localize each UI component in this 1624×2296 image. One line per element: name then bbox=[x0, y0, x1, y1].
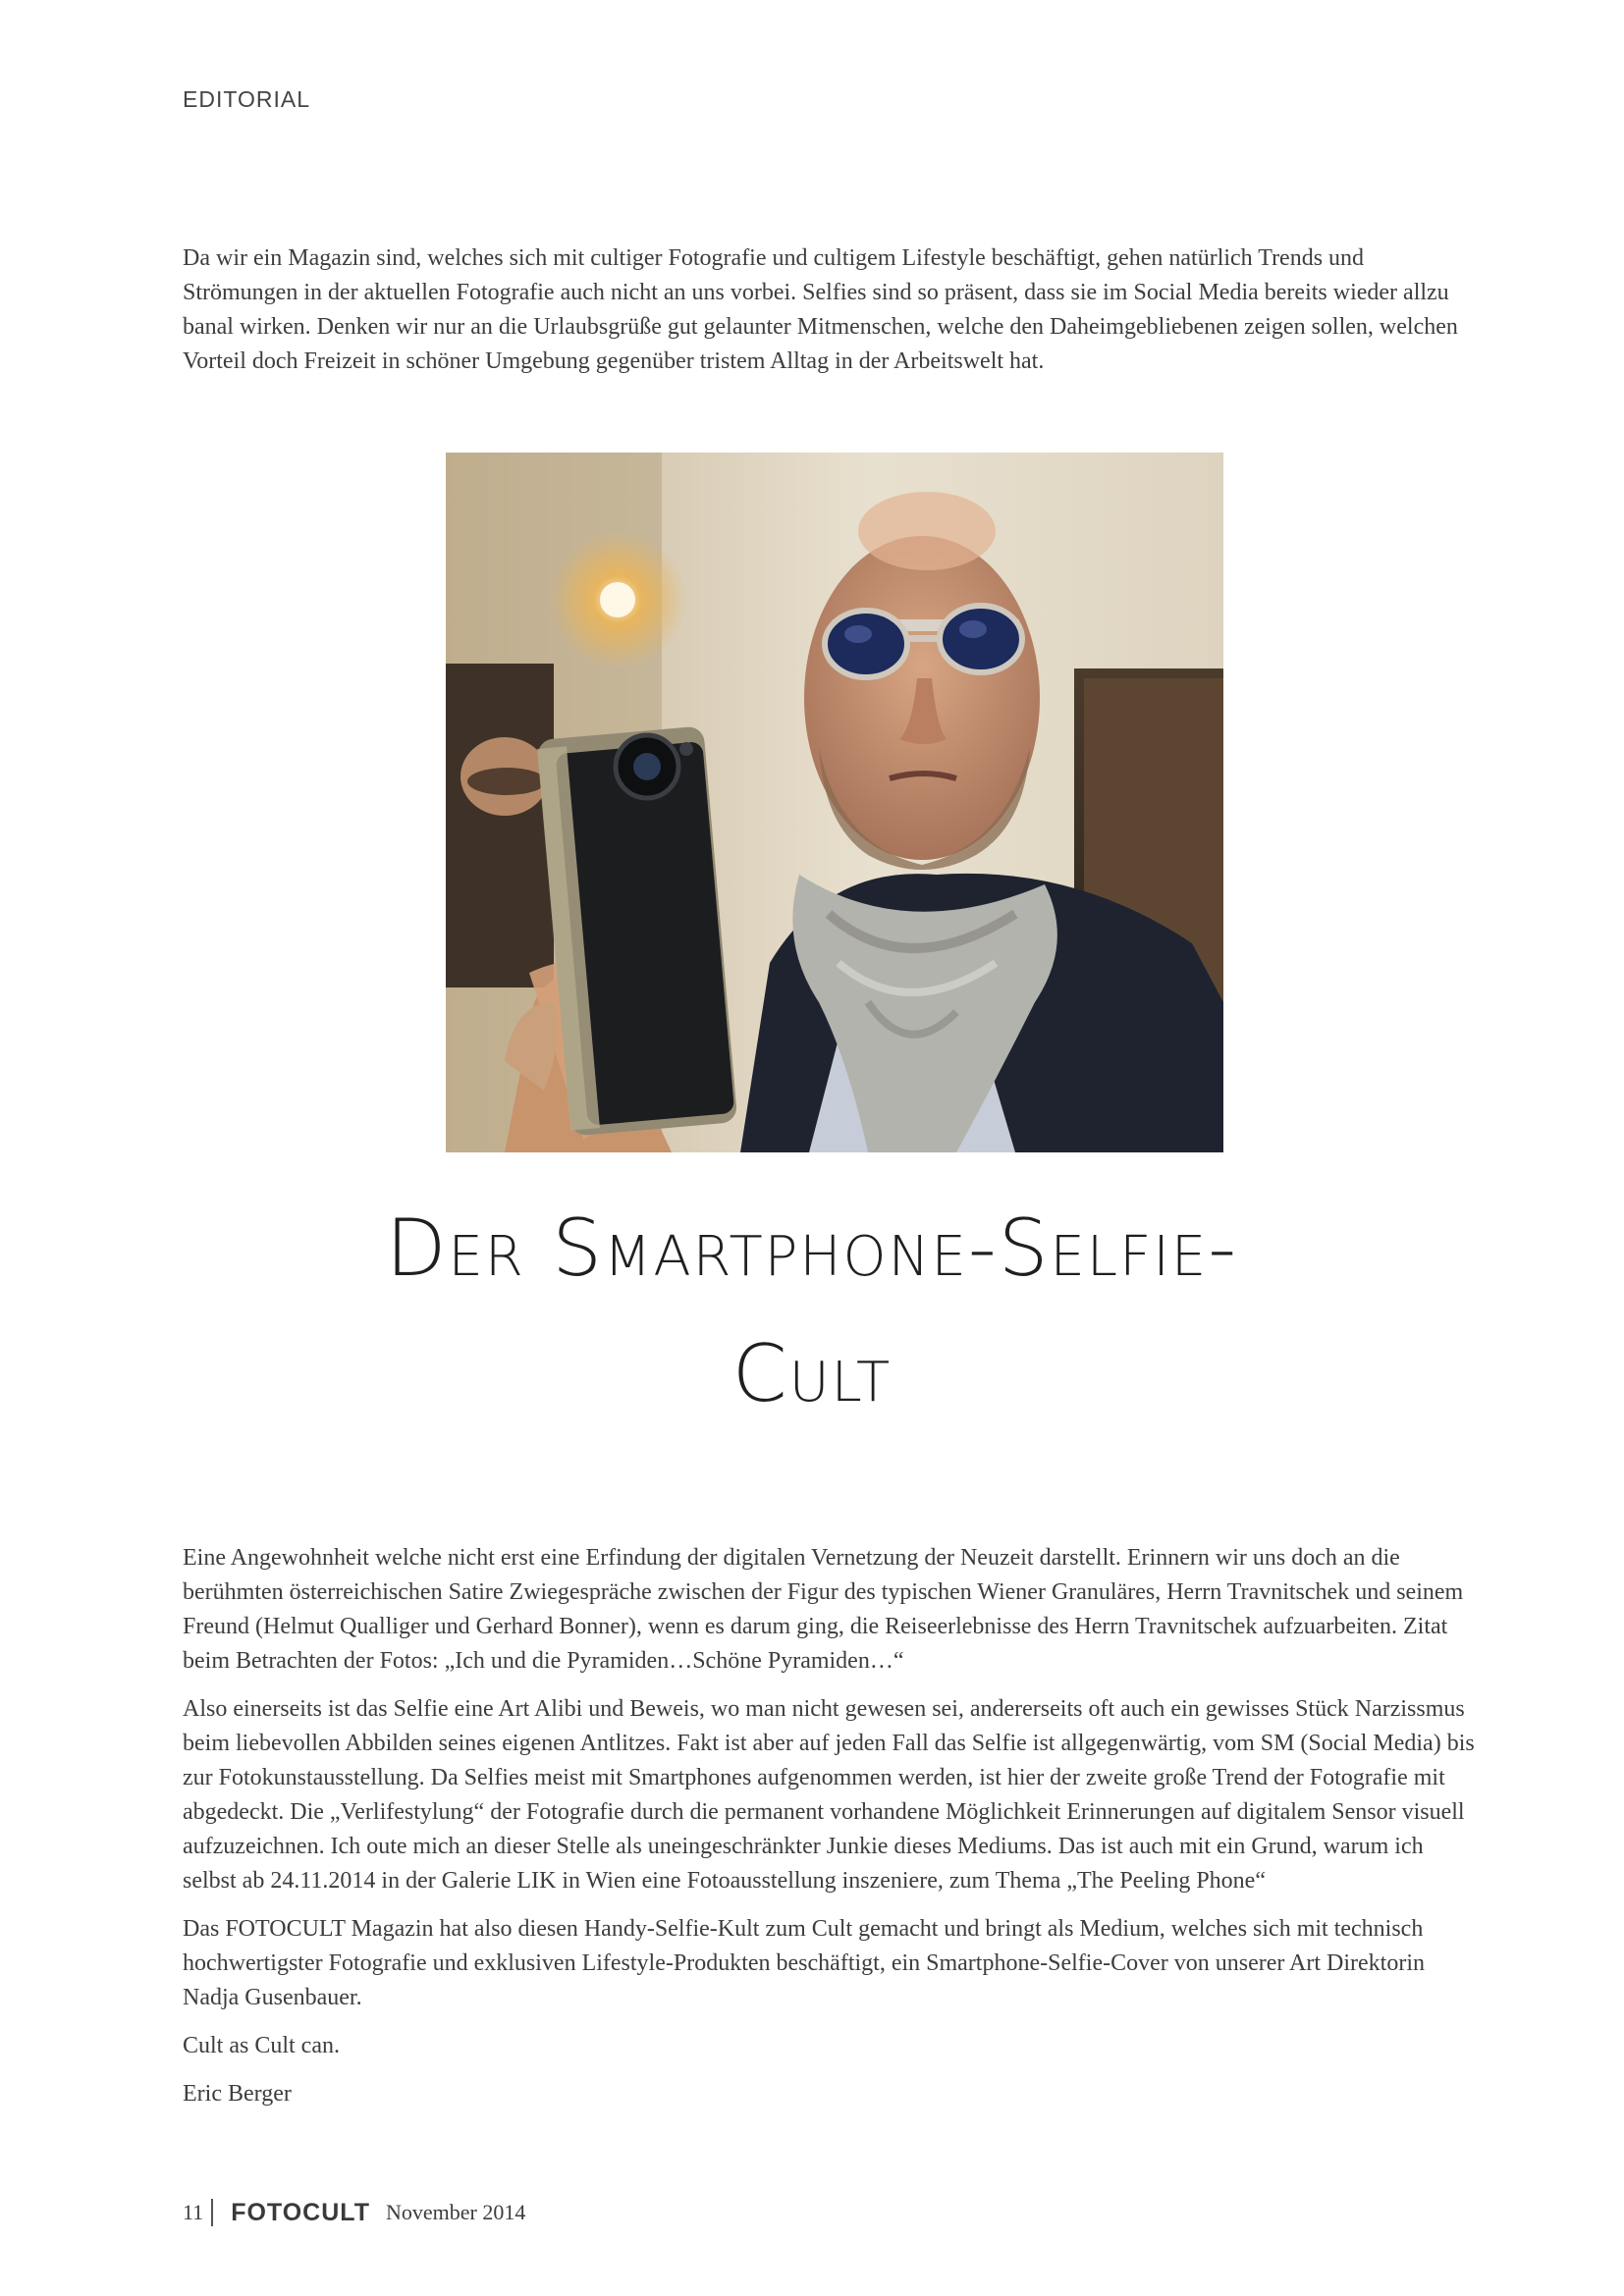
headline-line-2: Cult bbox=[731, 1328, 893, 1419]
article-headline bbox=[147, 1186, 1477, 1437]
issue-date: November 2014 bbox=[385, 2200, 526, 2224]
page-number: 11 bbox=[183, 2200, 204, 2224]
body-paragraph-1: Eine Angewohnheit welche nicht erst eine Erfindung der digitalen Vernetzung der Neuzeit darstellt. Erinnern wir uns doch an die berühmten österreichischen Satire Zwiegespräche zwischen der Figur des typischen Wiener Granuläres, Herrn Travnitschek und seinem Freund (Helmut Qualliger und Gerhard Bonner), wenn es darum ging, die Reiseerlebnisse des Herrn Travnitschek aufzuarbeiten. Zitat beim Betrachten der Fotos: „Ich und die Pyramiden…Schöne Pyramiden…“ bbox=[183, 1545, 1464, 1674]
closing-line: Cult as Cult can. bbox=[183, 2033, 340, 2058]
intro-paragraph: Da wir ein Magazin sind, welches sich mit cultiger Fotografie und cultigem Lifestyle beschäftigt, gehen natürlich Trends und Strömungen in der aktuellen Fotografie auch nicht an uns vorbei. Selfies sind so präsent, dass sie im Social Media bereits wieder allzu banal wirken. Denken wir nur an die Urlaubsgrüße gut gelaunter Mitmenschen, welche den Daheimgebliebenen zeigen sollen, welchen Vorteil doch Freizeit in schöner Umgebung gegenüber tristem Alltag in der Arbeitswelt hat. bbox=[183, 245, 1458, 374]
page-footer bbox=[183, 2198, 525, 2227]
footer-divider bbox=[211, 2199, 213, 2226]
author-signature: Eric Berger bbox=[183, 2081, 292, 2107]
headline-line-1: Der Smartphone-Selfie- bbox=[385, 1202, 1239, 1294]
body-paragraph-3: Das FOTOCULT Magazin hat also diesen Handy-Selfie-Kult zum Cult gemacht und bringt als Medium, welches sich mit technisch hochwertigster Fotografie und exklusiven Lifestyle-Produkten beschäftigt, ein Smartphone-Selfie-Cover von unserer Art Direktorin Nadja Gusenbauer. bbox=[183, 1916, 1426, 2010]
body-paragraph-2: Also einerseits ist das Selfie eine Art Alibi und Beweis, wo man nicht gewesen sei, andererseits oft auch ein gewisses Stück Narzissmus beim liebevollen Abbilden seines eigenen Antlitzes. Fakt ist aber auf jeden Fall das Selfie ist allgegenwärtig, vom SM (Social Media) bis zur Fotokunstausstellung. Da Selfies meist mit Smartphones aufgenommen werden, ist hier der zweite große Trend der Fotografie mit abgedeckt. Die „Verlifestylung“ der Fotografie durch die permanent vorhandene Möglichkeit Erinnerungen auf digitalem Sensor visuell aufzuzeichnen. Ich oute mich an dieser Stelle als uneingeschränkter Junkie dieses Mediums. Das ist auch mit ein Grund, warum ich selbst ab 24.11.2014 in der Galerie LIK in Wien eine Fotoausstellung inszeniere, zum Thema „The Peeling Phone“ bbox=[183, 1696, 1475, 1894]
section-label: EDITORIAL bbox=[183, 86, 310, 112]
selfie-photo bbox=[446, 453, 1223, 1152]
article-body bbox=[183, 1541, 1481, 2125]
magazine-brand: FOTOCULT bbox=[231, 2198, 370, 2226]
